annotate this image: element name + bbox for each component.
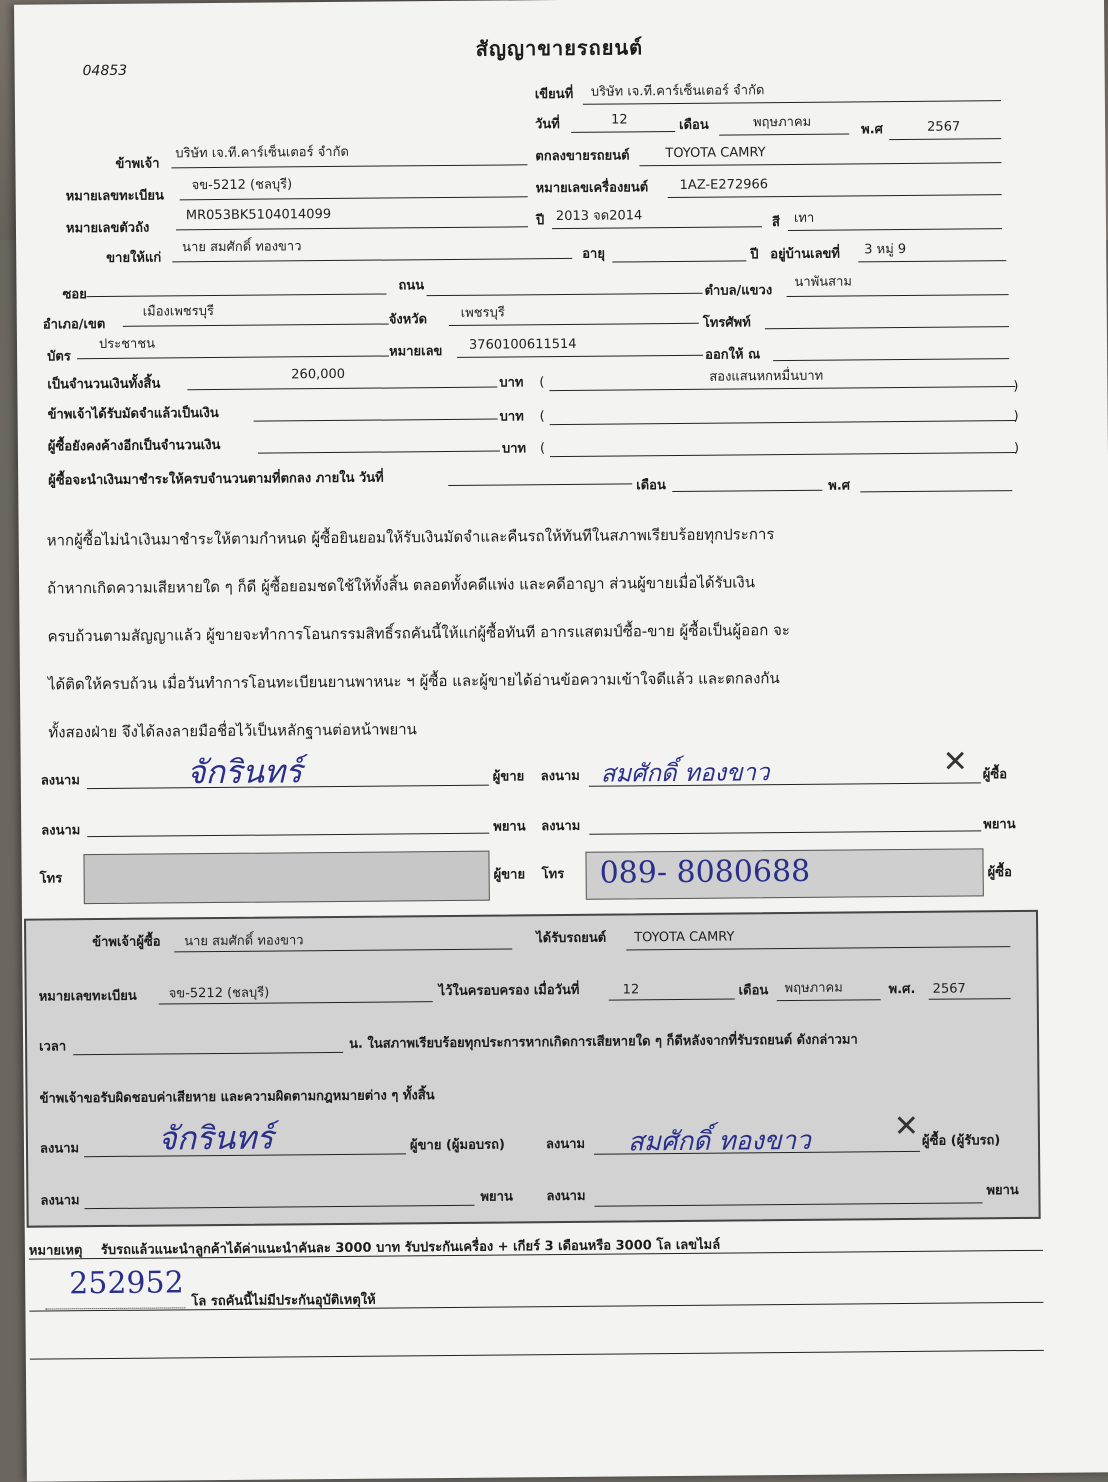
witness1-line bbox=[87, 833, 489, 838]
buyer-phone-value: 089- 8080688 bbox=[599, 853, 811, 891]
deposit-paren-open: ( bbox=[539, 409, 545, 425]
receipt-month-value: พฤษภาคม bbox=[784, 980, 843, 997]
engine-label: หมายเลขเครื่องยนต์ bbox=[535, 180, 649, 197]
due-month-line bbox=[672, 490, 822, 492]
remain-baht: บาท bbox=[501, 441, 527, 457]
receipt-buyer-label: ข้าพเจ้าผู้ซื้อ bbox=[92, 934, 161, 951]
day-value: 12 bbox=[610, 112, 628, 128]
day-line bbox=[571, 131, 675, 133]
receipt-year-value: 2567 bbox=[932, 981, 966, 997]
deposit-baht: บาท bbox=[499, 409, 524, 425]
chassis-line bbox=[176, 226, 528, 230]
liability-text: ข้าพเจ้าขอรับผิดชอบค่าเสียหาย และความผิดตามกฎหมายต่าง ๆ ทั้งสิ้น bbox=[39, 1088, 435, 1107]
plate-value: จข-5212 (ชลบุรี) bbox=[191, 177, 293, 194]
color-line bbox=[788, 228, 1002, 231]
buyer-name-line bbox=[172, 258, 572, 262]
id-label: หมายเลข bbox=[388, 344, 443, 360]
contract-paper bbox=[14, 0, 1108, 1482]
document-number: 04853 bbox=[82, 62, 128, 80]
witness1-sign-label: ลงนาม bbox=[41, 823, 81, 839]
total-paren-open: ( bbox=[539, 375, 545, 391]
mileage-value: 252952 bbox=[69, 1265, 184, 1302]
total-baht: บาท bbox=[499, 375, 524, 391]
year-line bbox=[889, 138, 1001, 140]
id-value: 3760100611514 bbox=[468, 336, 577, 353]
redacted-seller-phone bbox=[83, 851, 489, 905]
received-label: ได้รับรถยนต์ bbox=[536, 930, 607, 947]
remain-paren-close: ) bbox=[1013, 441, 1020, 457]
vehicle-year-line bbox=[552, 226, 762, 229]
month-value: พฤษภาคม bbox=[753, 114, 812, 131]
engine-line bbox=[668, 194, 1002, 198]
receipt-buyer-signature: สมศักดิ์ ทองขาว bbox=[627, 1125, 811, 1158]
witness1-role: พยาน bbox=[493, 819, 526, 835]
received-car: TOYOTA CAMRY bbox=[634, 929, 735, 946]
chassis-label: หมายเลขตัวถัง bbox=[65, 220, 150, 237]
terms-line-2: ถ้าหากเกิดความเสียหายใด ๆ ก็ดี ผู้ซื้อยอมชดใช้ให้ทั้งสิ้น ตลอดทั้งคดีแพ่ง และคดีอาญา ส่วนผู้ขายเมื่อได้รับเงิน bbox=[47, 573, 755, 598]
receipt-seller-signature: จักรินทร์ bbox=[157, 1118, 274, 1158]
total-text-line bbox=[549, 386, 1015, 391]
receipt-year-label: พ.ศ. bbox=[888, 981, 916, 998]
issued-line bbox=[773, 358, 1009, 361]
receipt-witness1-label: ลงนาม bbox=[40, 1193, 80, 1209]
receipt-witness1-role: พยาน bbox=[480, 1189, 513, 1205]
witness2-role: พยาน bbox=[983, 817, 1016, 833]
total-line bbox=[187, 387, 497, 391]
age-unit: ปี bbox=[750, 247, 759, 263]
province-label: จังหวัด bbox=[388, 312, 428, 328]
phone-label: โทรศัพท์ bbox=[702, 315, 751, 331]
year-value: 2567 bbox=[927, 119, 961, 135]
day-label: วันที่ bbox=[535, 116, 560, 133]
deposit-line bbox=[254, 419, 498, 422]
receipt-witness2-role: พยาน bbox=[986, 1183, 1019, 1199]
year-label: พ.ศ bbox=[861, 122, 883, 138]
seller-role: ผู้ขาย bbox=[492, 769, 525, 785]
buyer-name: นาย สมศักดิ์ ทองขาว bbox=[182, 239, 302, 256]
witness2-line bbox=[589, 830, 981, 834]
soi-label: ซอย bbox=[62, 287, 87, 303]
car-model: TOYOTA CAMRY bbox=[665, 145, 766, 162]
total-value: 260,000 bbox=[291, 366, 346, 383]
buyer-sign-label: ลงนาม bbox=[540, 768, 580, 785]
receipt-plate-value: จข-5212 (ชลบุรี) bbox=[168, 985, 270, 1002]
engine-value: 1AZ-E272966 bbox=[679, 177, 769, 193]
receipt-witness2-label: ลงนาม bbox=[546, 1188, 586, 1205]
receipt-buyer-role: ผู้ซื้อ (ผู้รับรถ) bbox=[921, 1133, 1001, 1149]
remarks-line-1: รับรถแล้วแนะนำลูกค้าได้ค่าแนะนำคันละ 3000 บาท รับประกันเครื่อง + เกียร์ 3 เดือนหรือ 3000 โล เลขไมล์ bbox=[100, 1237, 721, 1259]
remain-label: ผู้ซื้อยังคงค้างอีกเป็นจำนวนเงิน bbox=[47, 437, 221, 455]
seller-signature: จักรินทร์ bbox=[186, 752, 303, 792]
terms-line-4: ได้ติดให้ครบถ้วน เมื่อวันทำการโอนทะเบียนยานพาหนะ ฯ ผู้ซื้อ และผู้ขายได้อ่านข้อความเข้าใจดีแล้ว และตกลงกัน bbox=[47, 669, 780, 694]
deposit-label: ข้าพเจ้าได้รับมัดจำแล้วเป็นเงิน bbox=[47, 405, 219, 423]
subdistrict-label: ตำบล/แขวง bbox=[704, 283, 773, 299]
seller-line bbox=[171, 164, 527, 168]
district-line bbox=[123, 323, 389, 326]
receipt-buyer-name: นาย สมศักดิ์ ทองขาว bbox=[184, 933, 304, 950]
deposit-text-line bbox=[550, 420, 1016, 425]
remarks-line-2: โล รถคันนี้ไม่มีประกันอุบัติเหตุให้ bbox=[191, 1292, 376, 1310]
total-text: สองแสนหกหมื่นบาท bbox=[709, 368, 824, 385]
id-line bbox=[457, 355, 703, 358]
deposit-paren-close: ) bbox=[1013, 409, 1019, 425]
remarks-underline-3 bbox=[30, 1350, 1044, 1360]
sell-to-label: ขายให้แก่ bbox=[106, 250, 162, 266]
province-value: เพชรบุรี bbox=[460, 305, 505, 321]
district-value: เมืองเพชรบุรี bbox=[142, 304, 215, 320]
due-day-line bbox=[448, 483, 632, 486]
issued-label: ออกให้ ณ bbox=[705, 347, 761, 363]
house-line bbox=[858, 260, 1006, 262]
receipt-seller-role: ผู้ขาย (ผู้มอบรถ) bbox=[409, 1137, 505, 1154]
due-year-line bbox=[860, 490, 1012, 492]
witness2-sign-label: ลงนาม bbox=[541, 818, 581, 835]
remarks-label: หมายเหตุ bbox=[28, 1243, 83, 1259]
due-year-label: พ.ศ bbox=[828, 478, 851, 494]
receipt-plate-label: หมายเลขทะเบียน bbox=[38, 988, 137, 1005]
seller-name: บริษัท เจ.ที.คาร์เซ็นเตอร์ จำกัด bbox=[175, 144, 349, 162]
seller-phone-role: ผู้ขาย bbox=[493, 867, 526, 883]
subdistrict-value: นาพันสาม bbox=[794, 274, 852, 290]
document-title: สัญญาขายรถยนต์ bbox=[475, 35, 644, 61]
receipt-section bbox=[24, 910, 1041, 1228]
subdistrict-line bbox=[787, 294, 1009, 297]
district-label: อำเภอ/เขต bbox=[42, 316, 106, 333]
vehicle-year-label: ปี bbox=[535, 213, 545, 229]
soi-line bbox=[87, 294, 387, 298]
total-paren-close: ) bbox=[1013, 379, 1019, 395]
road-label: ถนน bbox=[398, 278, 425, 294]
due-month-label: เดือน bbox=[636, 478, 666, 494]
month-line bbox=[719, 133, 849, 135]
remain-line bbox=[258, 451, 500, 454]
vehicle-year-value: 2013 จด2014 bbox=[555, 208, 643, 225]
buyer-phone-role: ผู้ซื้อ bbox=[987, 865, 1012, 881]
terms-line-1: หากผู้ซื้อไม่นำเงินมาชำระให้ตามกำหนด ผู้ซื้อยินยอมให้รับเงินมัดจำและคืนรถให้ทันทีในสภาพเรียบร้อยทุกประการ bbox=[46, 525, 775, 550]
color-label: สี bbox=[771, 215, 780, 231]
terms-line-3: ครบถ้วนตามสัญญาแล้ว ผู้ขายจะทำการโอนกรรมสิทธิ์รถคันนี้ให้แก่ผู้ซื้อทันที อากรแสตมป์ซื้อ-ขาย ผู้ซื้อเป็นผู้ออก จะ bbox=[47, 621, 790, 646]
age-label: อายุ bbox=[582, 246, 606, 262]
plate-line bbox=[180, 196, 528, 200]
house-value: 3 หมู่ 9 bbox=[864, 241, 907, 258]
receipt-seller-sign-label: ลงนาม bbox=[39, 1141, 80, 1157]
house-label: อยู่บ้านเลขที่ bbox=[770, 246, 841, 263]
seller-label: ข้าพเจ้า bbox=[115, 156, 160, 172]
written-at-label: เขียนที่ bbox=[534, 86, 574, 103]
agree-label: ตกลงขายรถยนต์ bbox=[535, 148, 630, 165]
seller-sign-label: ลงนาม bbox=[40, 773, 80, 789]
road-line bbox=[427, 293, 703, 296]
condition-text: น. ในสภาพเรียบร้อยทุกประการหากเกิดการเสียหายใด ๆ ก็ดีหลังจากที่รับรถยนต์ ดังกล่าวมา bbox=[349, 1032, 858, 1052]
remain-paren-open: ( bbox=[539, 441, 546, 457]
chassis-value: MR053BK5104014099 bbox=[185, 206, 332, 224]
color-value: เทา bbox=[793, 210, 815, 226]
receipt-x-mark: ✕ bbox=[893, 1108, 920, 1145]
remain-text-line bbox=[550, 452, 1016, 457]
plate-label: หมายเลขทะเบียน bbox=[65, 188, 164, 205]
card-label: บัตร bbox=[47, 349, 71, 365]
receipt-buyer-sign-label: ลงนาม bbox=[545, 1136, 586, 1153]
buyer-role: ผู้ซื้อ bbox=[982, 767, 1008, 783]
province-line bbox=[449, 323, 699, 326]
terms-line-5: ทั้งสองฝ่าย จึงได้ลงลายมือชื่อไว้เป็นหลักฐานต่อหน้าพยาน bbox=[48, 720, 417, 742]
possession-day: 12 bbox=[622, 982, 640, 998]
possession-label: ไว้ในครอบครอง เมื่อวันที่ bbox=[438, 982, 580, 1000]
month-label: เดือน bbox=[679, 117, 709, 133]
card-value: ประชาชน bbox=[98, 336, 156, 353]
due-label: ผู้ซื้อจะนำเงินมาชำระให้ครบจำนวนตามที่ตกลง ภายใน วันที่ bbox=[48, 470, 384, 489]
buyer-signature: สมศักดิ์ ทองขาว bbox=[600, 758, 770, 788]
time-label: เวลา bbox=[39, 1039, 67, 1055]
seller-phone-label: โทร bbox=[39, 871, 63, 887]
card-line bbox=[77, 355, 389, 359]
age-line bbox=[612, 260, 746, 262]
receipt-month-label: เดือน bbox=[738, 983, 769, 999]
phone-line bbox=[765, 326, 1009, 329]
total-label: เป็นจำนวนเงินทั้งสิ้น bbox=[47, 376, 161, 393]
x-mark: ✕ bbox=[942, 744, 968, 780]
written-at-value: บริษัท เจ.ที.คาร์เซ็นเตอร์ จำกัด bbox=[590, 83, 765, 100]
buyer-phone-label: โทร bbox=[541, 866, 565, 883]
